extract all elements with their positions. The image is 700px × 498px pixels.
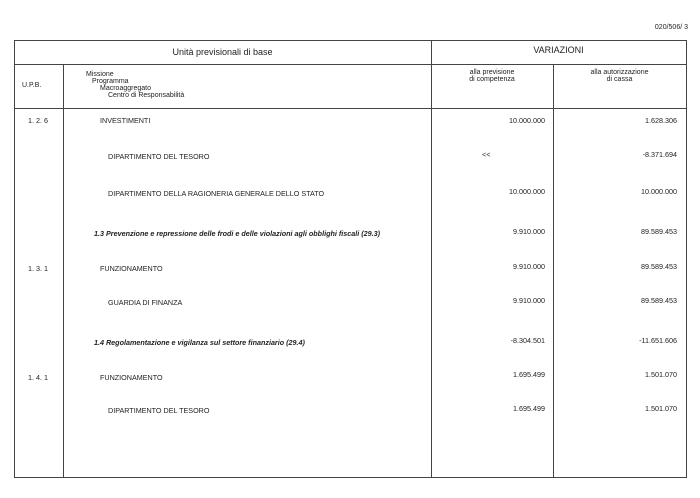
table-left-border — [14, 40, 15, 478]
row-competenza: 9.910.000 — [513, 296, 545, 305]
hier-missione: Missione — [86, 71, 114, 78]
row-label: FUNZIONAMENTO — [100, 373, 163, 382]
table-right-border — [686, 40, 687, 478]
row-competenza: 9.910.000 — [513, 227, 545, 236]
col-cassa-line2: di cassa — [606, 76, 633, 83]
row-cassa: 89.589.453 — [641, 227, 677, 236]
hier-macroaggregato: Macroaggregato — [100, 85, 151, 92]
row-label: GUARDIA DI FINANZA — [108, 298, 183, 307]
header-bottom-border — [14, 108, 686, 109]
row-competenza: 9.910.000 — [513, 262, 545, 271]
row-cassa: -8.371.694 — [642, 150, 677, 159]
row-competenza: 10.000.000 — [509, 187, 545, 196]
section-title: 1.3 Prevenzione e repressione delle frodi e delle violazioni agli obblighi fiscali (29.3) — [94, 229, 380, 238]
col-competenza-line2: di competenza — [469, 76, 515, 83]
row-cassa: 89.589.453 — [641, 296, 677, 305]
row-cassa: 1.628.306 — [645, 116, 677, 125]
hier-centro: Centro di Responsabilità — [108, 92, 185, 99]
row-label: DIPARTIMENTO DELLA RAGIONERIA GENERALE DELLO STATO — [108, 189, 325, 198]
hier-programma: Programma — [92, 78, 129, 85]
upb-header: U.P.B. — [22, 82, 42, 89]
row-label: DIPARTIMENTO DEL TESORO — [108, 152, 210, 161]
row-label: INVESTIMENTI — [100, 116, 151, 125]
row-competenza: 1.695.499 — [513, 404, 545, 413]
col-competenza-line1: alla previsione — [469, 69, 515, 76]
col-cassa-line1: alla autorizzazione — [590, 69, 649, 76]
upb-column-divider — [63, 64, 64, 478]
row-label: DIPARTIMENTO DEL TESORO — [108, 406, 210, 415]
row-cassa: 89.589.453 — [641, 262, 677, 271]
row-upb: 1. 4. 1 — [28, 373, 48, 382]
row-upb: 1. 3. 1 — [28, 264, 48, 273]
unita-previsionali-header: Unità previsionali di base — [172, 47, 273, 57]
row-competenza: 10.000.000 — [509, 116, 545, 125]
row-competenza: -8.304.501 — [510, 336, 545, 345]
row-label: FUNZIONAMENTO — [100, 264, 163, 273]
cassa-column-divider — [553, 64, 554, 478]
row-cassa: -11.651.606 — [639, 336, 677, 345]
row-competenza: 1.695.499 — [513, 370, 545, 379]
page-reference: 020/506/ 3 — [654, 24, 688, 31]
row-upb: 1. 2. 6 — [28, 116, 48, 125]
row-cassa: 1.501.070 — [645, 370, 677, 379]
row-cassa: 10.000.000 — [641, 187, 677, 196]
header-divider — [14, 64, 686, 65]
table-bottom-border — [14, 477, 686, 478]
row-competenza: << — [482, 150, 491, 159]
row-cassa: 1.501.070 — [645, 404, 677, 413]
table-top-border — [14, 40, 686, 41]
section-title: 1.4 Regolamentazione e vigilanza sul settore finanziario (29.4) — [94, 338, 305, 347]
variazioni-header: VARIAZIONI — [533, 45, 584, 55]
